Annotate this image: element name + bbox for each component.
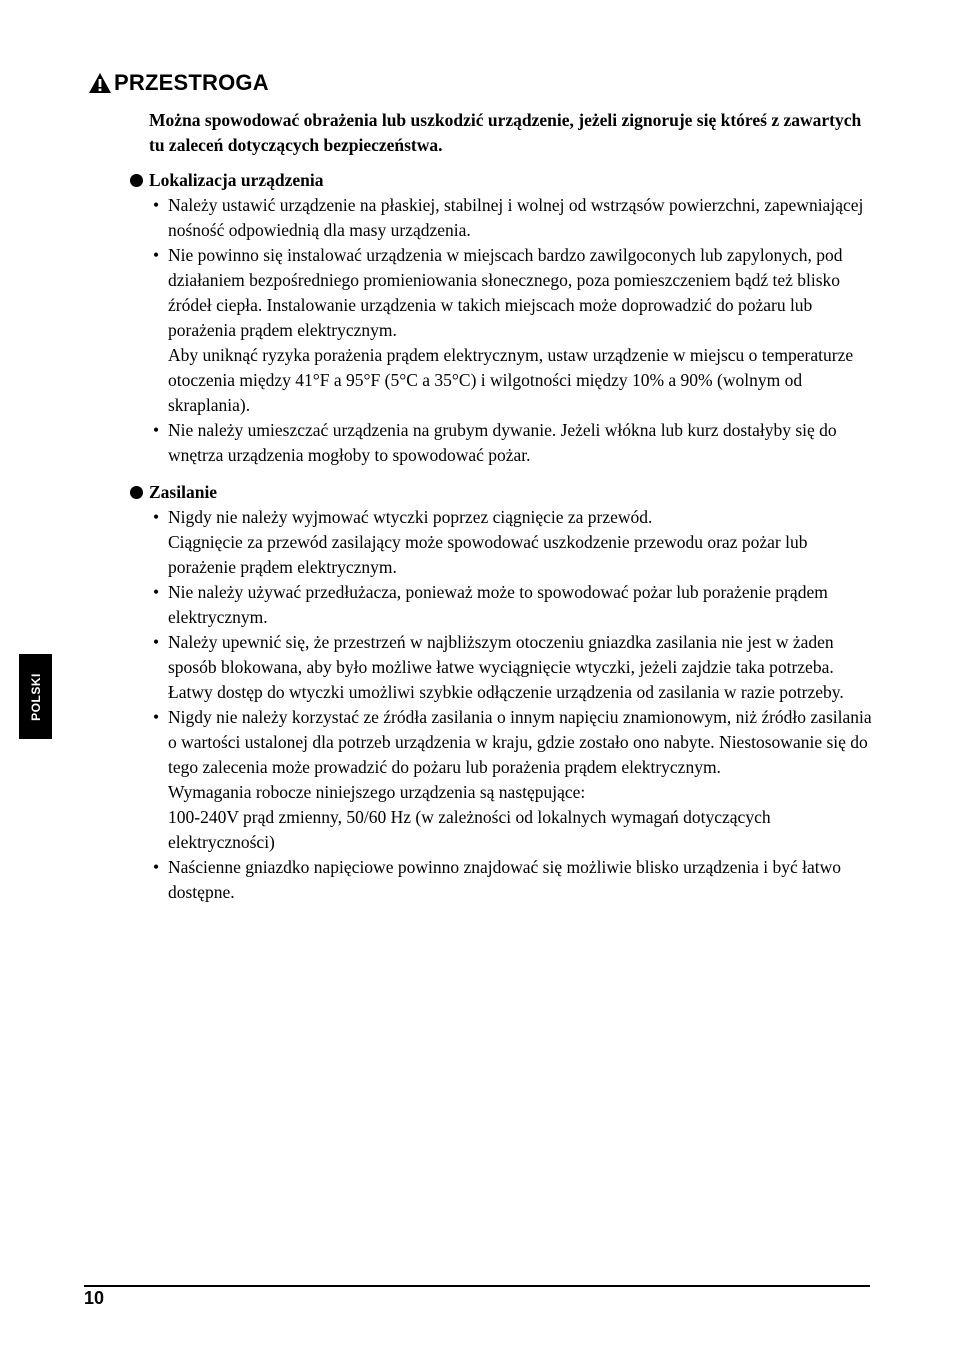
item-text: Naścienne gniazdko napięciowe powinno znajdować się możliwie blisko urządzenia i być łatwo dostępne.	[168, 857, 842, 902]
list-item	[153, 705, 873, 855]
page-number: 10	[84, 1288, 105, 1308]
item-text: Wymagania robocze niniejszego urządzenia są następujące:	[168, 782, 586, 802]
item-text: Nie należy używać przedłużacza, ponieważ może to spowodować pożar lub porażenie prądem elektrycznym.	[168, 582, 828, 627]
item-text: Aby uniknąć ryzyka porażenia prądem elektrycznym, ustaw urządzenie w miejscu o temperaturze otoczenia między 41°F a 95°F (5°C a 35°C) i wilgotności między 10% a 90% (wolnym od skraplania).	[168, 345, 854, 415]
list-item	[153, 855, 873, 905]
section-title-text: Lokalizacja urządzenia	[149, 170, 324, 190]
language-tab-label: POLSKI	[28, 672, 43, 721]
section-bullet-icon	[130, 486, 143, 499]
item-text: Nigdy nie należy wyjmować wtyczki poprzez ciągnięcie za przewód.	[168, 507, 653, 527]
footer-divider	[84, 1285, 870, 1287]
item-text: 100-240V prąd zmienny, 50/60 Hz (w zależności od lokalnych wymagań dotyczących elektryczności)	[168, 807, 771, 852]
bullet-icon: •	[153, 507, 160, 527]
item-text: Ciągnięcie za przewód zasilający może spowodować uszkodzenie przewodu oraz pożar lub porażenie prądem elektrycznym.	[168, 532, 808, 577]
bullet-icon: •	[153, 857, 160, 877]
bullet-icon: •	[153, 245, 160, 265]
item-text: Należy ustawić urządzenie na płaskiej, stabilnej i wolnej od wstrząsów powierzchni, zapewniającej nośność odpowiednią dla masy urządzenia.	[168, 195, 864, 240]
item-text: Nie należy umieszczać urządzenia na grubym dywanie. Jeżeli włókna lub kurz dostałyby się do wnętrza urządzenia mogłoby to spowodować pożar.	[168, 420, 837, 465]
bullet-icon: •	[153, 632, 160, 652]
list-item	[153, 418, 873, 468]
bullet-icon: •	[153, 420, 160, 440]
warning-icon	[88, 72, 112, 94]
power-items	[153, 505, 873, 905]
location-items	[153, 193, 873, 468]
caution-title: PRZESTROGA	[114, 70, 269, 95]
item-text: Nigdy nie należy korzystać ze źródła zasilania o innym napięciu znamionowym, niż źródło zasilania o wartości ustalonej dla potrzeb urządzenia w kraju, gdzie zostało ono nabyte. Niestosowanie się do tego zalecenia może prowadzić do pożaru lub porażenia prądem elektrycznym.	[168, 707, 872, 777]
caution-heading	[88, 70, 269, 96]
bullet-icon: •	[153, 195, 160, 215]
list-item	[153, 630, 873, 705]
section-title-power	[130, 480, 217, 505]
list-item	[153, 243, 873, 418]
item-text: Należy upewnić się, że przestrzeń w najbliższym otoczeniu gniazdka zasilania nie jest w żaden sposób blokowana, aby było możliwe łatwe wyciągnięcie wtyczki, jeżeli zajdzie taka potrzeba. Łatwy dostęp do wtyczki umożliwi szybkie odłączenie urządzenia od zasilania w razie potrzeby.	[168, 632, 844, 702]
section-title-text: Zasilanie	[149, 482, 218, 502]
list-item	[153, 193, 873, 243]
caution-intro: Można spowodować obrażenia lub uszkodzić urządzenie, jeżeli zignoruje się któreś z zawartych tu zaleceń dotyczących bezpieczeństwa.	[149, 110, 862, 155]
bullet-icon: •	[153, 707, 160, 727]
item-text: Nie powinno się instalować urządzenia w miejscach bardzo zawilgoconych lub zapylonych, pod działaniem bezpośredniego promieniowania słonecznego, poza pomieszczeniem bądź też blisko źródeł ciepła. Instalowanie urządzenia w takich miejscach może doprowadzić do pożaru lub porażenia prądem elektrycznym.	[168, 245, 843, 340]
section-title-location	[130, 168, 324, 193]
language-tab	[19, 654, 52, 739]
section-bullet-icon	[130, 174, 143, 187]
bullet-icon: •	[153, 582, 160, 602]
list-item	[153, 580, 873, 630]
list-item	[153, 505, 873, 580]
